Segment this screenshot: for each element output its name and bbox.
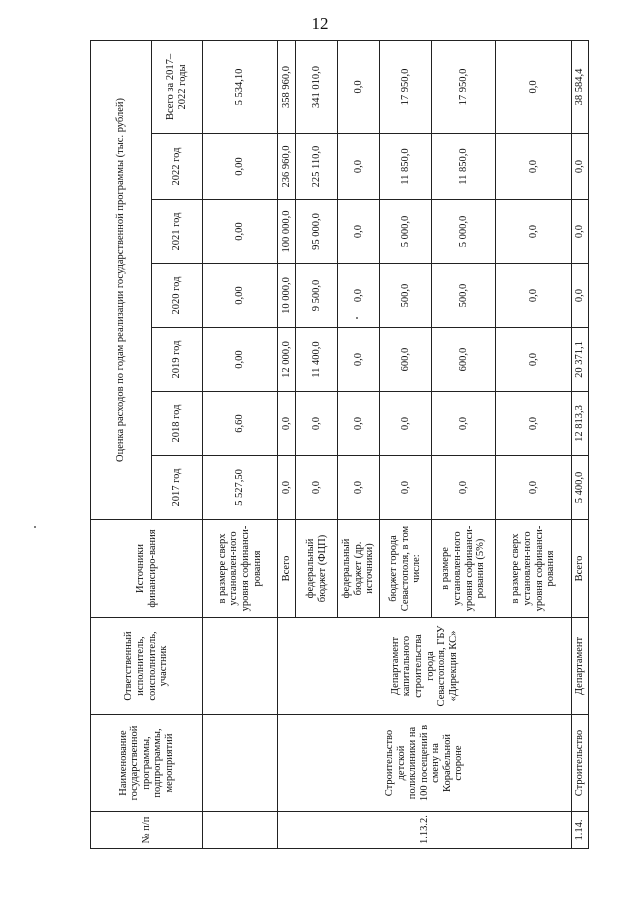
cell-value: 0,00 — [203, 328, 278, 392]
table-row — [203, 40, 278, 848]
cell-value: 500,0 — [432, 264, 496, 328]
header-name: Наименование государственной программы, подпрограммы, мероприятий — [91, 715, 203, 812]
cell-value: 11 850,0 — [432, 134, 496, 200]
cell-value: 600,0 — [380, 328, 432, 392]
cell-value: 0,0 — [496, 392, 572, 456]
cell-source: в размере сверх установлен-ного уровня софинанси-рования — [496, 520, 572, 618]
header-source: Источники финансиро-вания — [91, 520, 203, 618]
cell-value: 5 400,0 — [572, 456, 589, 520]
cell-value: 225 110,0 — [296, 134, 338, 200]
cell-executor: Департамент капитального строительства города Севастополя, ГБУ «Дирекция КС» — [278, 618, 572, 715]
cell-value: 0,0 — [572, 200, 589, 264]
cell-value: 20 371,1 — [572, 328, 589, 392]
cell-value: 0,0 — [338, 264, 380, 328]
header-expenses-group: Оценка расходов по годам реализации государственной программы (тыс. рублей) — [91, 40, 152, 519]
scan-speck — [34, 526, 36, 528]
cell-value: 0,0 — [496, 264, 572, 328]
cell-value: 5 000,0 — [432, 200, 496, 264]
cell-value-total: 341 010,0 — [296, 40, 338, 133]
cell-value: 0,0 — [496, 328, 572, 392]
cell-source: федеральный бюджет (ФЦП) — [296, 520, 338, 618]
cell-value: 600,0 — [432, 328, 496, 392]
cell-value: 11 400,0 — [296, 328, 338, 392]
cell-name: Строительство детской поликлиники на 100 посещений в смену на Корабельной стороне — [278, 715, 572, 812]
cell-source: Всего — [278, 520, 296, 618]
cell-source: Всего — [572, 520, 589, 618]
cell-num: 1.14. — [572, 812, 589, 849]
cell-source: в размере установлен-ного уровня софинанси-рования (5%) — [432, 520, 496, 618]
header-year-total: Всего за 2017–2022 годы — [152, 40, 203, 133]
cell-executor: Департамент — [572, 618, 589, 715]
cell-value: 0,0 — [278, 392, 296, 456]
cell-value: 0,00 — [203, 200, 278, 264]
budget-table-frame — [90, 41, 587, 849]
cell-value: 11 850,0 — [380, 134, 432, 200]
cell-value-total: 5 534,10 — [203, 40, 278, 133]
cell-value: 12 813,3 — [572, 392, 589, 456]
budget-table — [90, 40, 589, 849]
table-row — [278, 40, 296, 848]
cell-value: 0,0 — [338, 134, 380, 200]
cell-value: 0,0 — [572, 134, 589, 200]
cell-value: 0,0 — [296, 392, 338, 456]
cell-value-total: 0,0 — [496, 40, 572, 133]
cell-value: 100 000,0 — [278, 200, 296, 264]
header-year: 2017 год — [152, 456, 203, 520]
cell-value-total: 0,0 — [338, 40, 380, 133]
cell-value: 10 000,0 — [278, 264, 296, 328]
cell-value-total: 17 950,0 — [380, 40, 432, 133]
header-executor: Ответственный исполнитель, соисполнитель, участник — [91, 618, 203, 715]
cell-value: 0,0 — [296, 456, 338, 520]
cell-value: 0,0 — [432, 456, 496, 520]
header-row-group — [91, 40, 152, 848]
cell-value: 0,0 — [338, 200, 380, 264]
cell-source: бюджет города Севастополя, в том числе: — [380, 520, 432, 618]
cell-value: 0,0 — [496, 456, 572, 520]
cell-value: 0,00 — [203, 264, 278, 328]
table-row — [572, 40, 589, 848]
cell-value: 5 000,0 — [380, 200, 432, 264]
cell-source: федеральный бюджет (др. источники) — [338, 520, 380, 618]
cell-value: 5 527,50 — [203, 456, 278, 520]
header-year: 2018 год — [152, 392, 203, 456]
cell-value-total: 17 950,0 — [432, 40, 496, 133]
cell-name — [203, 715, 278, 812]
header-year: 2022 год — [152, 134, 203, 200]
cell-num — [203, 812, 278, 849]
header-year: 2020 год — [152, 264, 203, 328]
header-year: 2021 год — [152, 200, 203, 264]
cell-source: в размере сверх установлен-ного уровня софинанси-рования — [203, 520, 278, 618]
cell-value: 12 000,0 — [278, 328, 296, 392]
header-num: № п/п — [91, 812, 203, 849]
cell-value-total: 38 584,4 — [572, 40, 589, 133]
cell-value: 0,0 — [278, 456, 296, 520]
page-number: 12 — [311, 14, 329, 33]
cell-num: 1.13.2. — [278, 812, 572, 849]
cell-value: 6,60 — [203, 392, 278, 456]
cell-value: 95 000,0 — [296, 200, 338, 264]
cell-value: 0,0 — [496, 200, 572, 264]
cell-value: 9 500,0 — [296, 264, 338, 328]
cell-executor — [203, 618, 278, 715]
cell-value: 0,0 — [432, 392, 496, 456]
cell-value: 0,0 — [338, 328, 380, 392]
cell-value: 0,0 — [380, 456, 432, 520]
cell-value-total: 358 960,0 — [278, 40, 296, 133]
cell-value: 236 960,0 — [278, 134, 296, 200]
cell-value: 0,0 — [572, 264, 589, 328]
cell-value: 0,0 — [338, 392, 380, 456]
scan-speck — [356, 317, 358, 319]
cell-value: 0,0 — [496, 134, 572, 200]
cell-name: Строительство — [572, 715, 589, 812]
header-year: 2019 год — [152, 328, 203, 392]
cell-value: 500,0 — [380, 264, 432, 328]
cell-value: 0,0 — [338, 456, 380, 520]
cell-value: 0,0 — [380, 392, 432, 456]
cell-value: 0,00 — [203, 134, 278, 200]
